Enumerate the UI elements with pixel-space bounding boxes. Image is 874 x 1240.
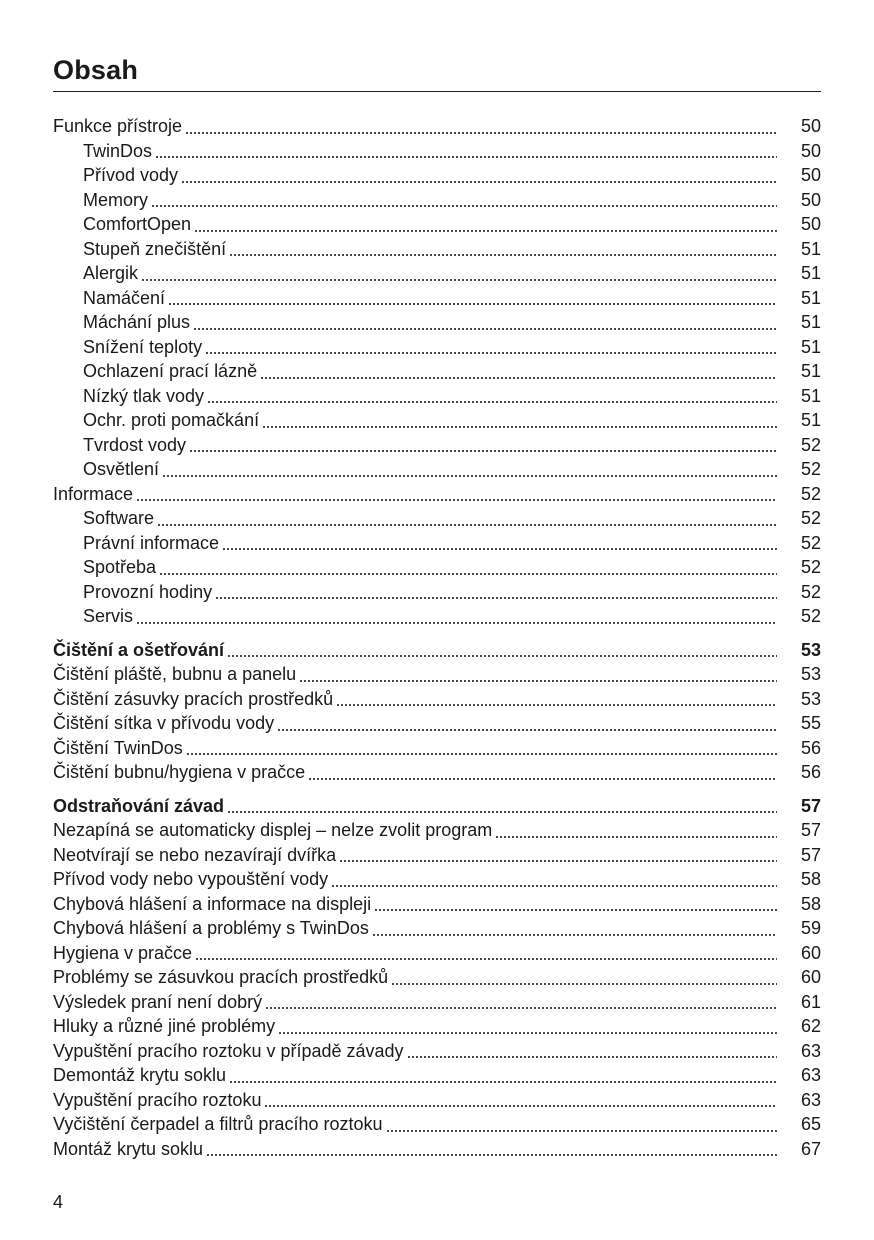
toc-subentry[interactable] [53, 531, 821, 556]
toc-dot-leader [308, 778, 777, 780]
toc-dot-leader [222, 548, 777, 550]
toc-entry[interactable] [53, 1088, 821, 1113]
toc-subentry[interactable] [53, 212, 821, 237]
toc-entry[interactable] [53, 1039, 821, 1064]
toc-dot-leader [136, 622, 777, 624]
title-divider [53, 91, 821, 92]
toc-entry-label: Odstraňování závad [53, 795, 225, 816]
toc-entry[interactable] [53, 1063, 821, 1088]
toc-dot-leader [331, 885, 777, 887]
toc-entry-page: 63 [800, 1040, 821, 1061]
toc-entry-page: 56 [800, 737, 821, 758]
toc-entry-page: 51 [800, 312, 821, 332]
toc-dot-leader [260, 377, 777, 379]
toc-entry-page: 50 [800, 189, 821, 210]
toc-entry[interactable] [53, 711, 821, 736]
toc-entry-page: 60 [800, 942, 821, 963]
toc-dot-leader [189, 450, 777, 452]
toc-dot-leader [265, 1007, 777, 1009]
page-number: 4 [53, 1192, 64, 1212]
toc-subentry[interactable] [53, 433, 821, 458]
toc-section-heading[interactable] [53, 794, 821, 819]
toc-dot-leader [141, 279, 777, 281]
toc-subentry[interactable] [53, 555, 821, 580]
toc-entry-label: Přívod vody [83, 165, 179, 185]
toc-entry-page: 57 [800, 844, 821, 865]
toc-dot-leader [193, 328, 777, 330]
toc-entry-label: Přívod vody nebo vypouštění vody [53, 869, 329, 889]
toc-entry-page: 58 [800, 893, 821, 914]
toc-entry-label: Nezapíná se automaticky displej – nelze zvolit program [53, 820, 493, 840]
toc-entry-label: Vyčištění čerpadel a filtrů pracího roztoku [53, 1114, 383, 1134]
toc-entry-page: 52 [800, 606, 821, 626]
page-title: Obsah [53, 55, 139, 85]
toc-dot-leader [157, 524, 777, 526]
toc-entry-label: Software [83, 508, 155, 528]
toc-entry[interactable] [53, 892, 821, 917]
toc-entry-label: Čištění TwinDos [53, 737, 183, 758]
toc-subentry[interactable] [53, 506, 821, 531]
toc-entry-label: Stupeň znečištění [83, 238, 227, 259]
toc-entry[interactable] [53, 662, 821, 687]
toc-entry[interactable] [53, 916, 821, 941]
toc-subentry[interactable] [53, 237, 821, 262]
toc-dot-leader [495, 836, 777, 838]
toc-entry-label: Problémy se zásuvkou pracích prostředků [53, 967, 389, 987]
toc-entry-label: Demontáž krytu soklu [53, 1065, 227, 1085]
toc-entry-page: 60 [800, 967, 821, 987]
toc-dot-leader [186, 753, 777, 755]
toc-dot-leader [159, 573, 777, 575]
toc-entry-page: 63 [800, 1065, 821, 1085]
toc-entry-label: Máchání plus [83, 312, 191, 332]
toc-dot-leader [194, 230, 777, 232]
toc-entry-page: 50 [800, 214, 821, 234]
toc-entry-page: 52 [800, 557, 821, 577]
toc-dot-leader [151, 205, 777, 207]
toc-dot-leader [374, 909, 777, 911]
toc-entry-page: 51 [800, 410, 821, 430]
toc-subentry[interactable] [53, 188, 821, 213]
toc-entry[interactable] [53, 482, 821, 507]
toc-entry-page: 61 [800, 991, 821, 1012]
toc-entry-label: Memory [83, 189, 149, 210]
toc-dot-leader [168, 303, 777, 305]
toc-dot-leader [391, 983, 777, 985]
toc-dot-leader [227, 811, 777, 813]
toc-entry[interactable] [53, 1112, 821, 1137]
toc-entry-page: 52 [800, 483, 821, 504]
toc-entry[interactable] [53, 990, 821, 1015]
toc-entry-label: Snížení teploty [83, 336, 203, 357]
toc-entry-page: 50 [800, 116, 821, 136]
toc-entry-page: 65 [800, 1114, 821, 1134]
toc-entry-label: Osvětlení [83, 459, 160, 479]
toc-entry-page: 57 [800, 820, 821, 840]
toc-entry[interactable] [53, 965, 821, 990]
toc-entry-label: Ochr. proti pomačkání [83, 410, 260, 430]
toc-dot-leader [336, 704, 777, 706]
toc-entry-label: Hluky a různé jiné problémy [53, 1016, 276, 1036]
toc-entry-label: Neotvírají se nebo nezavírají dvířka [53, 844, 337, 865]
toc-entry-page: 67 [800, 1138, 821, 1159]
toc-dot-leader [207, 401, 777, 403]
toc-entry-label: Chybová hlášení a informace na displeji [53, 893, 372, 914]
toc-entry-label: Spotřeba [83, 557, 157, 577]
toc-entry-label: Montáž krytu soklu [53, 1138, 204, 1159]
toc-entry[interactable] [53, 941, 821, 966]
toc-dot-leader [278, 1032, 777, 1034]
toc-entry-label: Čištění pláště, bubnu a panelu [53, 664, 297, 684]
toc-section-heading[interactable] [53, 638, 821, 663]
table-of-contents [53, 114, 821, 1161]
toc-dot-leader [185, 132, 777, 134]
toc-entry-page: 50 [800, 140, 821, 161]
toc-dot-leader [262, 426, 777, 428]
toc-entry-label: Ochlazení prací lázně [83, 361, 258, 381]
toc-dot-leader [299, 680, 777, 682]
toc-dot-leader [206, 1154, 777, 1156]
toc-entry-page: 51 [800, 361, 821, 381]
toc-entry[interactable] [53, 843, 821, 868]
toc-entry-label: TwinDos [83, 140, 153, 161]
toc-subentry[interactable] [53, 286, 821, 311]
toc-subentry[interactable] [53, 139, 821, 164]
toc-subentry[interactable] [53, 384, 821, 409]
toc-dot-leader [264, 1105, 777, 1107]
toc-entry-page: 51 [800, 238, 821, 259]
toc-entry-page: 53 [800, 664, 821, 684]
toc-entry[interactable] [53, 1137, 821, 1162]
toc-entry-label: Čištění sítka v přívodu vody [53, 713, 275, 733]
toc-entry-label: Servis [83, 606, 134, 626]
toc-dot-leader [372, 934, 777, 936]
toc-subentry[interactable] [53, 580, 821, 605]
toc-subentry[interactable] [53, 261, 821, 286]
toc-entry-page: 51 [800, 263, 821, 283]
toc-entry-page: 52 [800, 532, 821, 553]
toc-entry-page: 63 [800, 1089, 821, 1110]
toc-entry-label: Chybová hlášení a problémy s TwinDos [53, 918, 369, 938]
toc-dot-leader [215, 597, 777, 599]
toc-dot-leader [195, 958, 777, 960]
toc-entry[interactable] [53, 114, 821, 139]
toc-entry-label: Tvrdost vody [83, 434, 187, 455]
toc-entry[interactable] [53, 867, 821, 892]
toc-dot-leader [136, 499, 777, 501]
toc-entry-label: ComfortOpen [83, 214, 192, 234]
toc-subentry[interactable] [53, 604, 821, 629]
toc-entry-label: Čištění zásuvky pracích prostředků [53, 688, 334, 709]
toc-dot-leader [229, 1081, 777, 1083]
toc-entry-label: Funkce přístroje [53, 116, 183, 136]
toc-entry[interactable] [53, 687, 821, 712]
toc-entry-label: Hygiena v pračce [53, 942, 193, 963]
toc-dot-leader [229, 254, 777, 256]
toc-entry-page: 53 [800, 639, 821, 660]
toc-entry[interactable] [53, 736, 821, 761]
toc-entry-page: 50 [800, 165, 821, 185]
toc-dot-leader [407, 1056, 777, 1058]
toc-entry-label: Provozní hodiny [83, 581, 213, 602]
toc-entry-label: Namáčení [83, 287, 166, 308]
toc-dot-leader [227, 655, 777, 657]
toc-dot-leader [181, 181, 777, 183]
toc-dot-leader [339, 860, 777, 862]
toc-entry-page: 52 [800, 581, 821, 602]
toc-entry[interactable] [53, 760, 821, 785]
toc-entry-page: 52 [800, 459, 821, 479]
toc-subentry[interactable] [53, 310, 821, 335]
toc-entry-label: Čištění bubnu/hygiena v pračce [53, 762, 306, 782]
toc-entry-page: 62 [800, 1016, 821, 1036]
toc-entry-page: 58 [800, 869, 821, 889]
toc-subentry[interactable] [53, 457, 821, 482]
toc-entry-label: Nízký tlak vody [83, 385, 205, 406]
toc-entry-page: 52 [800, 508, 821, 528]
toc-dot-leader [386, 1130, 778, 1132]
toc-entry-label: Vypuštění pracího roztoku v případě závady [53, 1040, 404, 1061]
toc-dot-leader [277, 729, 777, 731]
toc-subentry[interactable] [53, 408, 821, 433]
toc-entry-page: 55 [800, 713, 821, 733]
toc-entry-label: Informace [53, 483, 134, 504]
toc-entry-page: 59 [800, 918, 821, 938]
toc-subentry[interactable] [53, 335, 821, 360]
toc-entry-page: 51 [800, 287, 821, 308]
toc-subentry[interactable] [53, 163, 821, 188]
toc-entry-label: Vypuštění pracího roztoku [53, 1089, 262, 1110]
toc-entry-page: 51 [800, 385, 821, 406]
toc-subentry[interactable] [53, 359, 821, 384]
toc-entry-page: 53 [800, 688, 821, 709]
toc-entry-label: Právní informace [83, 532, 220, 553]
toc-entry-page: 51 [800, 336, 821, 357]
toc-entry[interactable] [53, 1014, 821, 1039]
toc-entry[interactable] [53, 818, 821, 843]
toc-dot-leader [155, 156, 777, 158]
toc-entry-page: 57 [800, 795, 821, 816]
toc-entry-page: 56 [800, 762, 821, 782]
toc-dot-leader [205, 352, 777, 354]
toc-entry-label: Čištění a ošetřování [53, 639, 225, 660]
toc-dot-leader [162, 475, 777, 477]
toc-entry-label: Alergik [83, 263, 139, 283]
toc-entry-page: 52 [800, 434, 821, 455]
toc-entry-label: Výsledek praní není dobrý [53, 991, 263, 1012]
